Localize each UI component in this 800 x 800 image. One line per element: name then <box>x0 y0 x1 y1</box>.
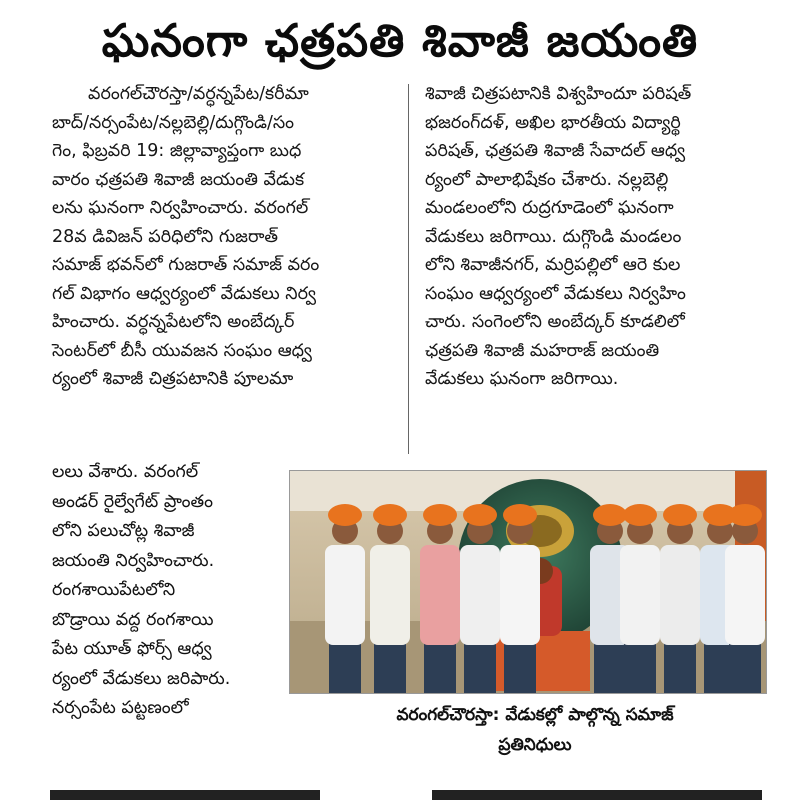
photo-caption <box>300 700 770 760</box>
text-line: పేట యూత్ ఫోర్స్ ఆధ్వ <box>52 639 212 659</box>
saffron-turban <box>593 504 627 526</box>
text-line: పరిషత్, ఛత్రపతి శివాజీ సేవాదల్ ఆధ్వ <box>425 141 686 161</box>
person-legs <box>664 641 696 693</box>
text-line: ఛత్రపతి శివాజీ మహరాజ్ జయంతి <box>425 340 660 361</box>
saffron-turban <box>373 504 407 526</box>
left-column <box>52 80 397 394</box>
saffron-turban <box>423 504 457 526</box>
text-line: వారం ఛత్రపతి శివాజీ జయంతి వేడుక <box>52 169 305 190</box>
person-body <box>500 545 540 645</box>
text-line: బొడ్రాయి వద్ద రంగశాయి <box>52 609 214 630</box>
person-body <box>370 545 410 645</box>
news-photo <box>289 470 767 694</box>
text-line: ర్యంలో శివాజీ చిత్రపటానికి పూలమా <box>52 369 294 389</box>
person-legs <box>504 641 536 693</box>
text-line: బాద్/నర్సంపేట/నల్లబెల్లి/దుగ్గొండి/సం <box>52 112 295 133</box>
person-legs <box>594 641 626 693</box>
text-line: చారు. సంగెంలోని అంబేద్కర్ కూడలిలో <box>425 312 685 332</box>
person-body <box>460 545 500 645</box>
text-line: మండలంలోని రుద్రగూడెంలో ఘనంగా <box>425 198 674 218</box>
right-column <box>425 80 760 394</box>
caption-line: వరంగల్‌చౌరస్తా: వేడుకల్లో పాల్గొన్న సమాజ్ <box>396 705 674 725</box>
person-body <box>660 545 700 645</box>
person-legs <box>424 641 456 693</box>
text-line: రంగశాయిపేటలోని <box>52 580 176 600</box>
text-line: లను ఘనంగా నిర్వహించారు. వరంగల్ <box>52 198 309 218</box>
text-line: లోని శివాజీనగర్, మర్రిపల్లిలో ఆరె కుల <box>425 255 681 275</box>
text-line: సెంటర్‌లో బీసీ యువజన సంఘం ఆధ్వ <box>52 340 312 361</box>
person-body <box>325 545 365 645</box>
headline: ఘనంగా ఛత్రపతి శివాజీ జయంతి <box>101 14 699 67</box>
text-line: శివాజీ చిత్రపటానికి విశ్వహిందూ పరిషత్ <box>425 84 692 104</box>
person-legs <box>464 641 496 693</box>
person-legs <box>624 641 656 693</box>
person-body <box>725 545 765 645</box>
text-line: అండర్ రైల్వేగేట్ ప్రాంతం <box>52 491 214 512</box>
text-line: గల్ విభాగం ఆధ్వర్యంలో వేడుకలు నిర్వ <box>52 283 316 304</box>
text-line: లలు వేశారు. వరంగల్ <box>52 462 199 482</box>
text-line: ర్యంలో పాలాభిషేకం చేశారు. నల్లబెల్లి <box>425 169 669 190</box>
text-line: సంఘం ఆధ్వర్యంలో వేడుకలు నిర్వహిం <box>425 283 686 304</box>
text-line: 28వ డివిజన్ పరిధిలోని గుజరాత్ <box>52 226 278 247</box>
text-line: భజరంగ్‌దళ్, అఖిల భారతీయ విద్యార్థి <box>425 112 681 133</box>
text-line: నర్సంపేట పట్టణంలో <box>52 698 189 718</box>
text-line: గెం, ఫిబ్రవరి 19: జిల్లావ్యాప్తంగా బుధ <box>52 141 302 161</box>
text-line: జయంతి నిర్వహించారు. <box>52 550 215 571</box>
column-divider <box>408 84 409 454</box>
text-line: హించారు. వర్ధన్నపేటలోని అంబేద్కర్ <box>52 312 295 332</box>
saffron-turban <box>623 504 657 526</box>
text-line: వేడుకలు జరిగాయి. దుగ్గొండి మండలం <box>425 226 682 247</box>
caption-line: ప్రతినిధులు <box>498 735 572 755</box>
person-body <box>620 545 660 645</box>
saffron-turban <box>328 504 362 526</box>
bottom-rule-right <box>432 790 762 800</box>
person-legs <box>374 641 406 693</box>
text-line: సమాజ్ భవన్‌లో గుజరాత్ సమాజ్ వరం <box>52 255 320 275</box>
saffron-turban <box>728 504 762 526</box>
saffron-turban <box>463 504 497 526</box>
person-legs <box>729 641 761 693</box>
person-legs <box>329 641 361 693</box>
text-line: ర్యంలో వేడుకలు జరిపారు. <box>52 668 231 689</box>
person-body <box>420 545 460 645</box>
saffron-turban <box>663 504 697 526</box>
text-line: వేడుకలు ఘనంగా జరిగాయి. <box>425 369 619 389</box>
text-line: వరంగల్‌చౌరస్తా/వర్ధన్నపేట/కరీమా <box>88 84 309 104</box>
saffron-turban <box>503 504 537 526</box>
bottom-rule-left <box>50 790 320 800</box>
left-narrow-column <box>52 458 282 724</box>
text-line: లోని పలుచోట్ల శివాజీ <box>52 521 195 541</box>
